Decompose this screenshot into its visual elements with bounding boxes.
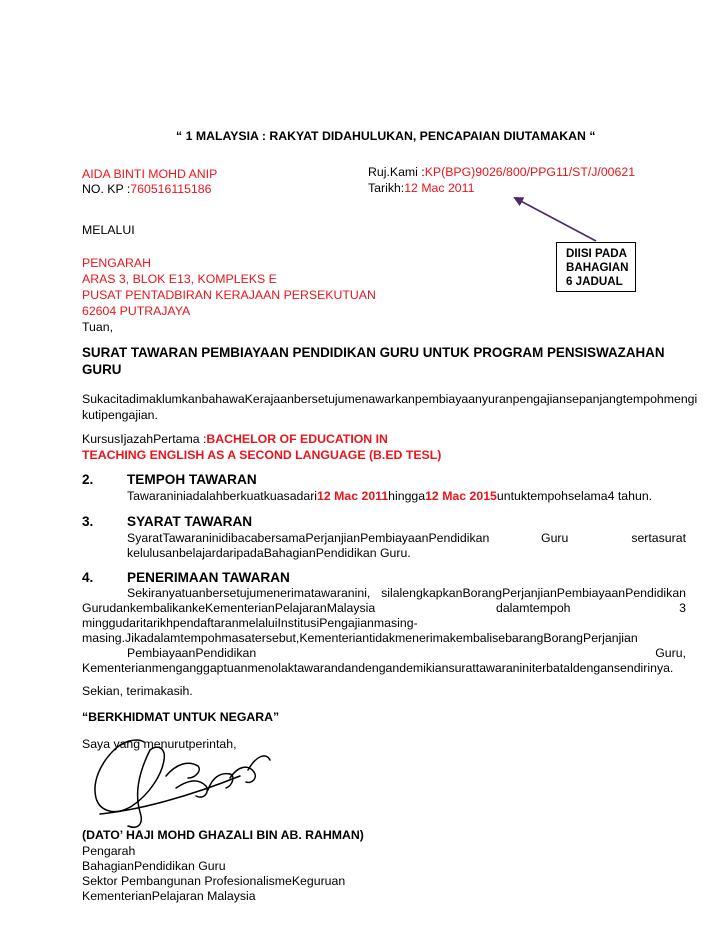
s4-line-1a: Sekiranyatuanbersetujumenerimatawaranini, <box>127 586 371 600</box>
salutation: Tuan, <box>82 320 113 334</box>
callout-line-3: 6 JADUAL <box>566 275 623 288</box>
s4-line-2b: dalamtempoh <box>496 601 571 615</box>
closing: Sekian, terimakasih. <box>82 684 193 698</box>
section-3-number: 3. <box>82 514 94 529</box>
address-line-3: PUSAT PENTADBIRAN KERAJAAN PERSEKUTUAN <box>82 288 376 302</box>
sign-off: Saya yang menurutperintah, <box>82 737 237 751</box>
s4-line-5a: PembiayaanPendidikan <box>127 646 257 660</box>
s3-line-1c: sertasurat <box>631 531 686 545</box>
s4-line-3: minggudaritarikhpendaftaranmelaluiInstitusiPengajianmasing- <box>82 616 418 630</box>
section-2-heading: TEMPOH TAWARAN <box>127 472 257 487</box>
s3-line-1a: SyaratTawaraninidibacabersamaPerjanjianPembiayaanPendidikan <box>127 531 490 545</box>
course-name-2: TEACHING ENGLISH AS A SECOND LANGUAGE (B.ED TESL) <box>82 448 442 462</box>
motto: “ 1 MALAYSIA : RAKYAT DIDAHULUKAN, PENCAPAIAN DIUTAMAKAN “ <box>176 129 596 143</box>
recipient-name: AIDA BINTI MOHD ANIP <box>82 167 218 181</box>
s4-line-2a: GurudankembalikankeKementerianPelajaranMalaysia <box>82 601 376 615</box>
signatory-line-3: KementerianPelajaran Malaysia <box>82 889 256 903</box>
section-4-number: 4. <box>82 570 94 585</box>
slogan: “BERKHIDMAT UNTUK NEGARA” <box>82 710 280 724</box>
s2-date-to: 12 Mac 2015 <box>425 489 497 503</box>
callout-box <box>556 242 636 292</box>
address-line-4: 62604 PUTRAJAYA <box>82 304 191 318</box>
course-line-1 <box>82 432 388 446</box>
address-line-1: PENGARAH <box>82 256 152 270</box>
date-label: Tarikh: <box>368 181 405 195</box>
intro-line-1: SukacitadimaklumkanbahawaKerajaanbersetujumenawarkanpembiayaanyuranpengajiansepanjangtempohmengi <box>82 392 698 406</box>
subject-line-2: GURU <box>82 362 122 377</box>
s2-text-c: untuktempohselama4 tahun. <box>496 489 653 503</box>
signatory-line-1: BahagianPendidikan Guru <box>82 859 226 873</box>
signatory-name: (DATO’ HAJI MOHD GHAZALI BIN AB. RAHMAN) <box>82 828 364 842</box>
s4-line-6: Kementerianmenganggaptuanmenolaktawarandandengandemikiansurattawaraniniterbataldengansendirinya. <box>82 661 674 675</box>
s3-line-2: kelulusanbelajardaripadaBahagianPendidikan Guru. <box>127 546 411 560</box>
s2-text-b: hingga <box>388 489 426 503</box>
address-line-2: ARAS 3, BLOK E13, KOMPLEKS E <box>82 272 277 286</box>
kp-label: NO. KP : <box>82 182 131 196</box>
section-2-text <box>127 489 652 503</box>
s2-date-from: 12 Mac 2011 <box>317 489 389 503</box>
section-2-number: 2. <box>82 472 94 487</box>
ruj-label: Ruj.Kami : <box>368 165 425 179</box>
callout-line-1: DIISI PADA <box>566 247 627 260</box>
course-name-1: BACHELOR OF EDUCATION IN <box>206 432 388 446</box>
s4-line-1b: silalengkapkanBorangPerjanjianPembiayaanPendidikan <box>381 586 686 600</box>
signatory-title: Pengarah <box>82 844 136 858</box>
via-label: MELALUI <box>82 223 135 237</box>
signatory-line-2: Sektor Pembangunan ProfesionalismeKeguruan <box>82 874 346 888</box>
signature-image <box>80 730 280 840</box>
ruj-value: KP(BPG)9026/800/PPG11/ST/J/00621 <box>424 165 636 179</box>
section-3-heading: SYARAT TAWARAN <box>127 514 253 529</box>
callout-line-2: BAHAGIAN <box>566 261 629 274</box>
s4-line-2c: 3 <box>679 601 686 615</box>
s4-line-4: masing.Jikadalamtempohmasatersebut,KementeriantidakmenerimakembalisebarangBorangPerjanjian <box>82 631 638 645</box>
s3-line-1b: Guru <box>541 531 569 545</box>
subject-line-1: SURAT TAWARAN PEMBIAYAAN PENDIDIKAN GURU UNTUK PROGRAM PENSISWAZAHAN <box>82 345 665 360</box>
s2-text-a: Tawaraniniadalahberkuatkuasadari <box>127 489 318 503</box>
section-4-heading: PENERIMAAN TAWARAN <box>127 570 290 585</box>
intro-line-2: kutipengajian. <box>82 408 158 422</box>
date-value: 12 Mac 2011 <box>404 181 475 195</box>
s4-line-5b: Guru, <box>655 646 686 660</box>
kp-value: 760516115186 <box>130 182 212 196</box>
course-label: KursusIjazahPertama : <box>82 432 207 446</box>
